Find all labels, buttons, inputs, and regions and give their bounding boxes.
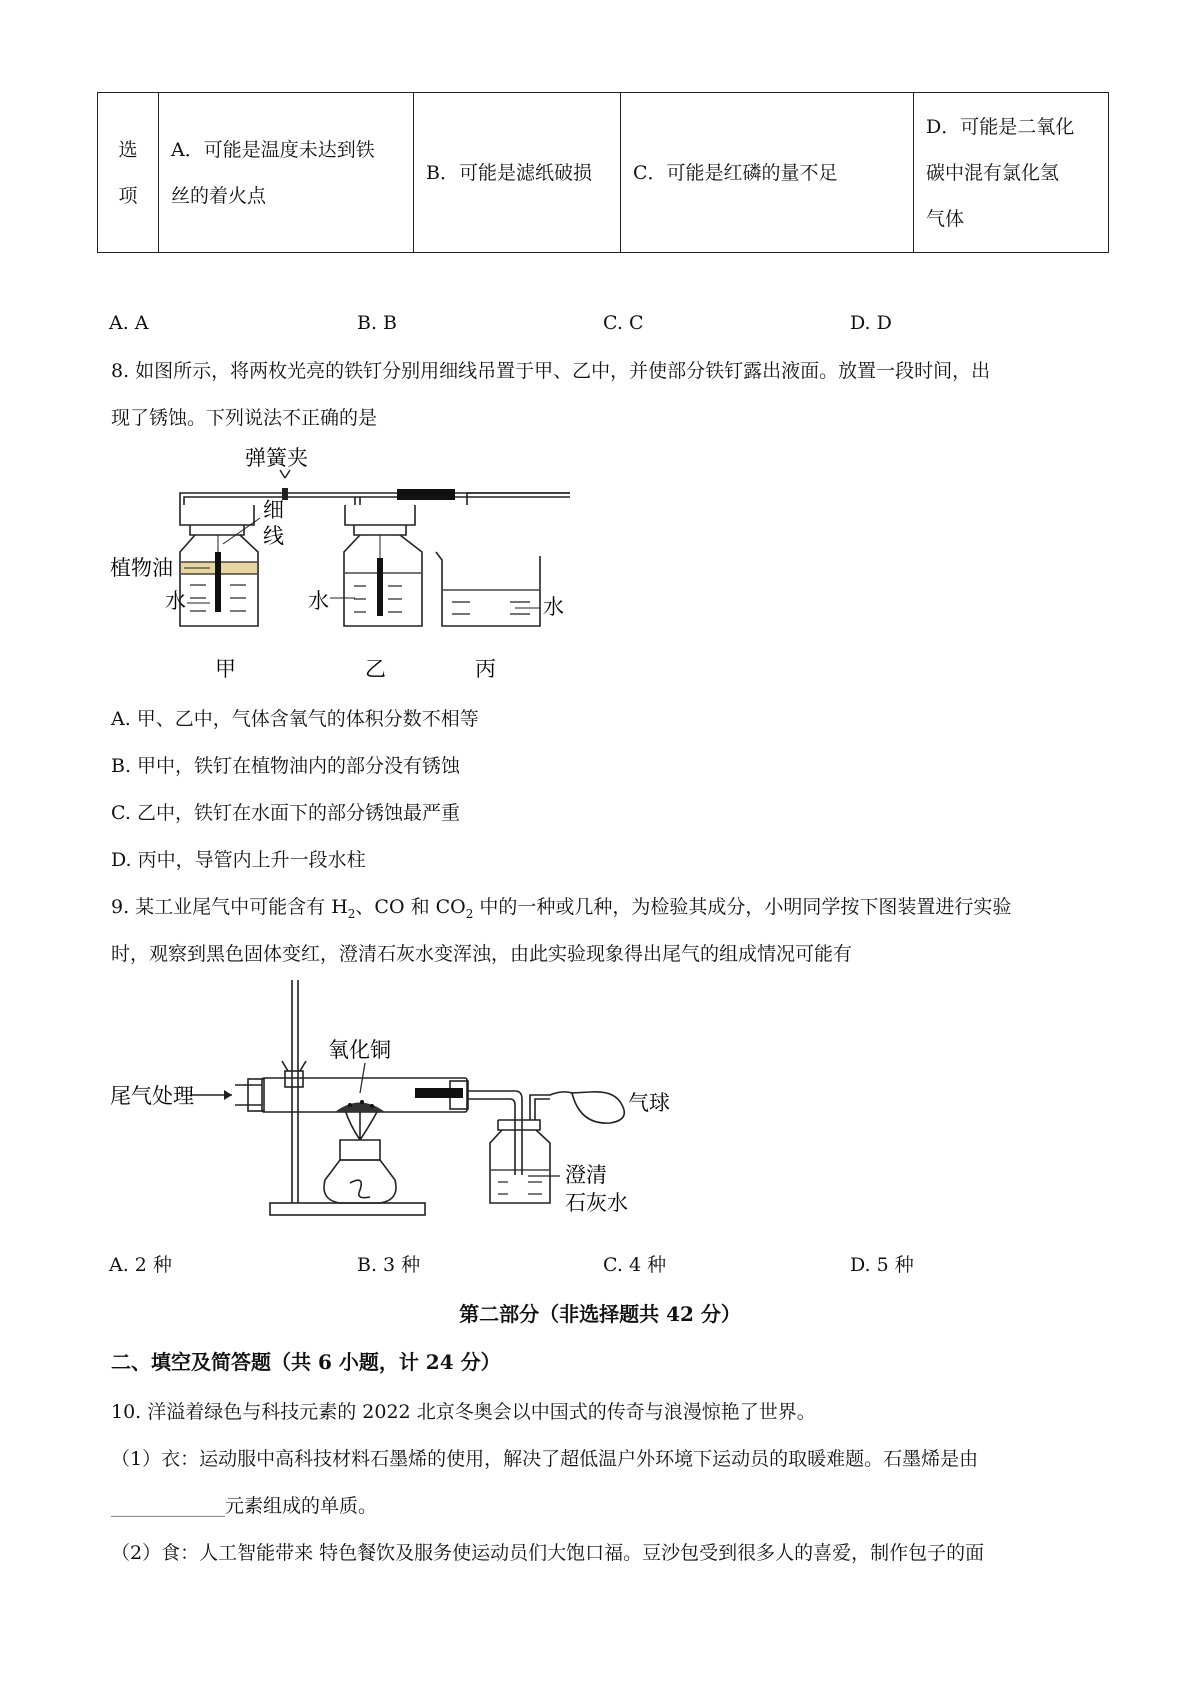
q8-option-d: D. 丙中，导管内上升一段水柱 <box>111 849 366 871</box>
label-tail-gas: 尾气处理 <box>110 1084 194 1108</box>
section2-title: 二、填空及简答题（共 6 小题，计 24 分） <box>111 1350 501 1374</box>
label-lime-2: 石灰水 <box>565 1191 628 1215</box>
q10-stem: 10. 洋溢着绿色与科技元素的 2022 北京冬奥会以中国式的传奇与浪漫惊艳了世界。 <box>111 1401 816 1423</box>
q7-option-a: A. A <box>109 312 149 334</box>
label-water-jia: 水 <box>165 589 186 613</box>
table-cell-text: 选 <box>118 138 138 161</box>
q9-figure <box>110 975 680 1220</box>
options-table <box>97 92 1109 253</box>
label-balloon: 气球 <box>628 1091 670 1115</box>
q8-option-a: A. 甲、乙中，气体含氧气的体积分数不相等 <box>111 708 479 730</box>
label-yi: 乙 <box>365 657 386 681</box>
table-cell-text: D．可能是二氧化 <box>926 115 1075 138</box>
q9-subscript: 2 <box>465 906 474 921</box>
iron-nail-jia <box>215 552 221 612</box>
q9-text-part: 9. 某工业尾气中可能含有 H <box>111 896 348 918</box>
q9-option-d: D. 5 种 <box>850 1254 914 1276</box>
q9-option-a: A. 2 种 <box>109 1254 172 1276</box>
q10-text-part: 元素组成的单质。 <box>225 1495 378 1517</box>
label-jia: 甲 <box>215 657 236 681</box>
part2-title: 第二部分（非选择题共 42 分） <box>459 1302 741 1326</box>
table-row-header <box>98 93 159 253</box>
table-cell-text: 项 <box>118 184 138 207</box>
table-cell-text: B．可能是滤纸破损 <box>426 161 592 184</box>
q9-option-b: B. 3 种 <box>357 1254 421 1276</box>
q10-part1-line1: （1）衣：运动服中高科技材料石墨烯的使用，解决了超低温户外环境下运动员的取暖难题。石墨烯是由 <box>111 1448 979 1470</box>
inlet-arrow-icon <box>190 1090 232 1100</box>
table-cell-text: C．可能是红磷的量不足 <box>633 161 838 184</box>
label-clip: 弹簧夹 <box>245 446 308 470</box>
label-copper-oxide: 氧化铜 <box>328 1038 391 1062</box>
iron-nail-yi <box>377 558 383 616</box>
q8-option-c: C. 乙中，铁钉在水面下的部分锈蚀最严重 <box>111 802 460 824</box>
table-cell-text: 丝的着火点 <box>171 184 267 207</box>
label-water-bing: 水 <box>543 595 564 619</box>
table-cell-text: 气体 <box>926 207 965 230</box>
table-cell-d <box>914 93 1109 253</box>
answer-blank[interactable]: ____________ <box>111 1495 225 1517</box>
table-cell-b <box>414 93 621 253</box>
label-thread-1: 细 <box>263 498 284 522</box>
label-water-yi: 水 <box>308 589 329 613</box>
q7-option-d: D. D <box>850 312 892 334</box>
q7-option-b: B. B <box>357 312 398 334</box>
table-cell-text: A．可能是温度未达到铁 <box>171 138 375 161</box>
rubber-tube <box>397 489 455 500</box>
q10-part1-line2 <box>111 1494 377 1518</box>
table-cell-text: 碳中混有氯化氢 <box>926 161 1060 184</box>
q8-option-b: B. 甲中，铁钉在植物油内的部分没有锈蚀 <box>111 755 461 777</box>
q9-option-c: C. 4 种 <box>603 1254 667 1276</box>
q9-stem-line1 <box>111 895 1011 919</box>
label-thread-2: 线 <box>263 524 284 548</box>
q9-text-part: 中的一种或几种，为检验其成分，小明同学按下图装置进行实验 <box>473 896 1012 918</box>
label-bing: 丙 <box>475 657 496 681</box>
q9-subscript: 2 <box>347 906 356 921</box>
table-cell-a <box>159 93 414 253</box>
q7-option-c: C. C <box>603 312 644 334</box>
q8-stem-line2: 现了锈蚀。下列说法不正确的是 <box>111 407 378 429</box>
q9-text-part: 、CO 和 CO <box>355 896 466 918</box>
copper-oxide-icon <box>335 1100 385 1112</box>
table-cell-c <box>621 93 914 253</box>
label-lime-1: 澄清 <box>565 1163 607 1187</box>
q9-stem-line2: 时，观察到黑色固体变红，澄清石灰水变浑浊，由此实验现象得出尾气的组成情况可能有 <box>111 943 853 965</box>
q8-stem-line1: 8. 如图所示，将两枚光亮的铁钉分别用细线吊置于甲、乙中，并使部分铁钉露出液面。放置一段时间，出 <box>111 360 991 382</box>
spring-clip-icon <box>280 470 290 500</box>
q8-figure <box>110 440 570 685</box>
label-oil: 植物油 <box>110 556 173 580</box>
rubber-connector <box>415 1088 463 1098</box>
q10-part2-line1: （2）食：人工智能带来 特色餐饮及服务使运动员们大饱口福。豆沙包受到很多人的喜爱，制作包子的面 <box>111 1542 985 1564</box>
